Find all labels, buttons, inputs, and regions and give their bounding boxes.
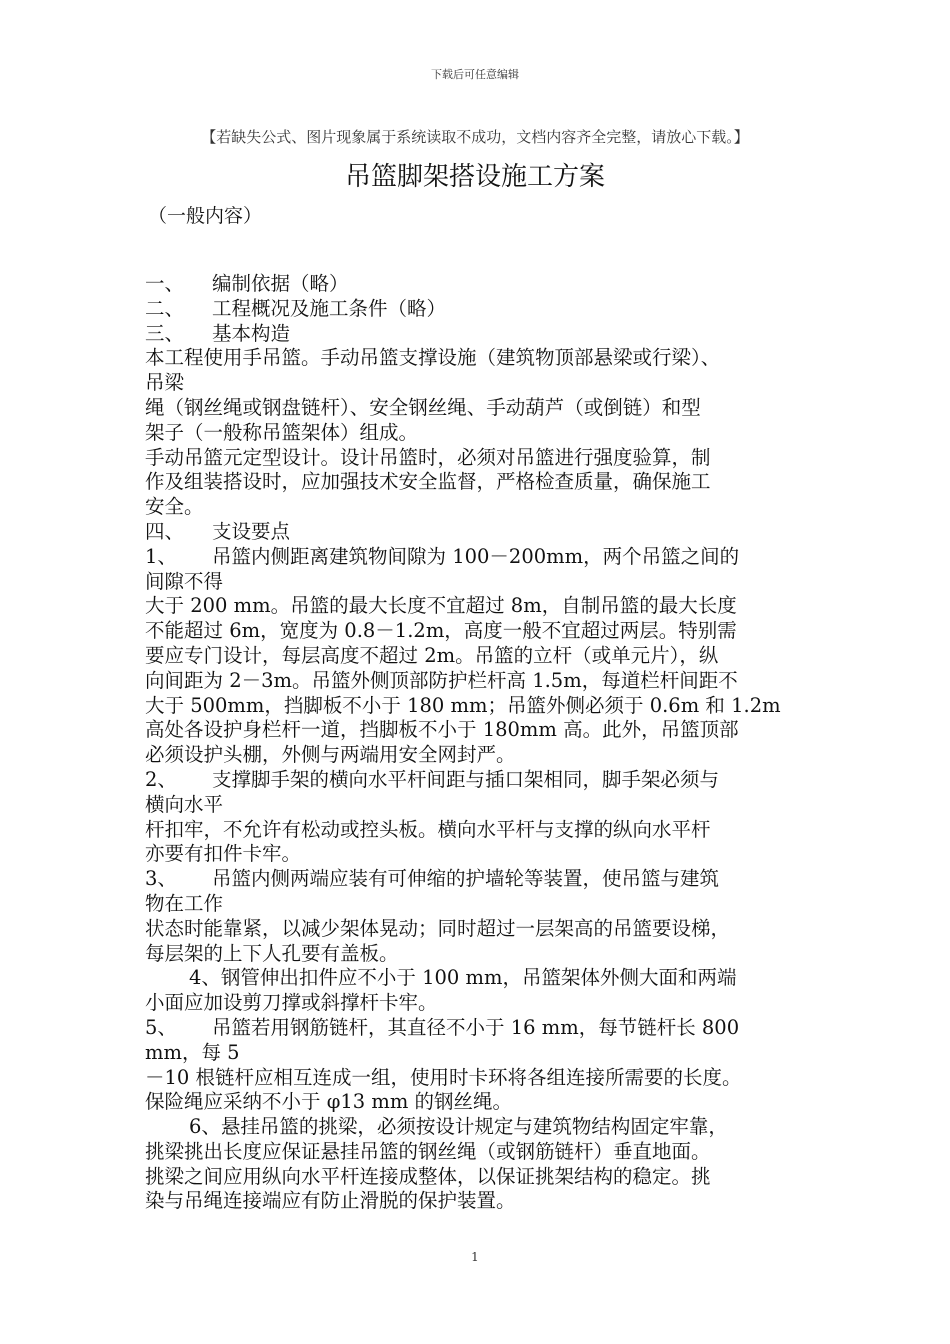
body-line (145, 694, 825, 719)
body-line (145, 619, 825, 644)
line-text: 染与吊绳连接端应有防止滑脱的保护装置。 (145, 1189, 516, 1213)
body-line (145, 421, 825, 446)
body-line (145, 1016, 825, 1041)
body-line (145, 718, 825, 743)
item-number: 四、 (145, 519, 185, 543)
item-number: 5、 (145, 1015, 177, 1039)
line-text: 作及组装搭设时，应加强技术安全监督，严格检查质量，确保施工 (145, 470, 711, 494)
body-line (145, 594, 825, 619)
line-text: 支撑脚手架的横向水平杆间距与插口架相同，脚手架必须与 (212, 767, 720, 791)
line-text: 4、钢管伸出扣件应不小于 100 mm，吊篮架体外侧大面和两端 (189, 966, 737, 990)
page-header: 下载后可任意编辑 (431, 68, 519, 81)
body-line (145, 917, 825, 942)
line-text: 架子（一般称吊篮架体）组成。 (145, 420, 419, 444)
body-line (145, 867, 825, 892)
line-text: 吊梁 (145, 371, 185, 395)
body-line (145, 942, 825, 967)
line-text: 大于 200 mm。吊篮的最大长度不宜超过 8m，自制吊篮的最大长度 (145, 594, 737, 618)
body-line (145, 1140, 825, 1165)
body-line (145, 1115, 825, 1140)
body-line (145, 470, 825, 495)
body-line (145, 1066, 825, 1091)
item-number: 2、 (145, 767, 177, 791)
item-number: 1、 (145, 544, 177, 568)
line-text: 物在工作 (145, 891, 224, 915)
body-line (145, 297, 825, 322)
body-line (145, 1041, 825, 1066)
document-subtitle: （一般内容） (148, 205, 263, 227)
line-text: 状态时能靠紧，以减少架体晃动；同时超过一层架高的吊篮要设梯， (145, 916, 731, 940)
line-text: 挑梁挑出长度应保证悬挂吊篮的钢丝绳（或钢筋链杆）垂直地面。 (145, 1139, 711, 1163)
line-text: 工程概况及施工条件（略） (212, 296, 447, 320)
line-text: 绳（钢丝绳或钢盘链杆）、安全钢丝绳、手动葫芦（或倒链）和型 (145, 395, 701, 419)
line-text: 保险绳应采纳不小于 φ13 mm 的钢丝绳。 (145, 1090, 513, 1114)
body-line (145, 322, 825, 347)
body-line (145, 1189, 825, 1214)
body-line (145, 818, 825, 843)
body-line (145, 520, 825, 545)
body-line (145, 768, 825, 793)
body-line (145, 495, 825, 520)
body-line (145, 272, 825, 297)
item-number: 三、 (145, 321, 185, 345)
download-notice: 【若缺失公式、图片现象属于系统读取不成功，文档内容齐全完整，请放心下载。】 (201, 128, 749, 146)
body-line (145, 793, 825, 818)
line-text: 吊篮若用钢筋链杆，其直径不小于 16 mm，每节链杆长 800 (212, 1015, 740, 1039)
item-number: 二、 (145, 296, 185, 320)
line-text: 手动吊篮元定型设计。设计吊篮时，必须对吊篮进行强度验算，制 (145, 445, 711, 469)
line-text: 吊篮内侧距离建筑物间隙为 100－200mm，两个吊篮之间的 (212, 544, 740, 568)
body-line (145, 669, 825, 694)
body-line (145, 371, 825, 396)
line-text: 必须设护头棚，外侧与两端用安全网封严。 (145, 743, 516, 767)
line-text: 高处各设护身栏杆一道，挡脚板不小于 180mm 高。此外，吊篮顶部 (145, 718, 739, 742)
line-text: 小面应加设剪刀撑或斜撑杆卡牢。 (145, 991, 438, 1015)
line-text: 编制依据（略） (212, 272, 349, 295)
body-line (145, 545, 825, 570)
body-line (145, 570, 825, 595)
line-text: 不能超过 6m，宽度为 0.8－1.2m，高度一般不宜超过两层。特别需 (145, 619, 737, 643)
line-text: 基本构造 (212, 321, 291, 345)
body-line (145, 892, 825, 917)
document-title: 吊篮脚架搭设施工方案 (344, 162, 605, 192)
item-number: 一、 (145, 272, 185, 295)
line-text: 吊篮内侧两端应装有可伸缩的护墙轮等装置，使吊篮与建筑 (212, 867, 720, 891)
body-line (145, 1090, 825, 1115)
body-line (145, 966, 825, 991)
line-text: 挑梁之间应用纵向水平杆连接成整体，以保证挑架结构的稳定。挑 (145, 1164, 711, 1188)
body-line (145, 346, 825, 371)
line-text: 6、悬挂吊篮的挑梁，必须按设计规定与建筑物结构固定牢靠， (189, 1115, 728, 1139)
line-text: 向间距为 2－3m。吊篮外侧顶部防护栏杆高 1.5m，每道栏杆间距不 (145, 668, 738, 692)
body-line (145, 1165, 825, 1190)
body-line (145, 644, 825, 669)
line-text: 支设要点 (212, 519, 291, 543)
line-text: 每层架的上下人孔要有盖板。 (145, 941, 399, 965)
line-text: 大于 500mm，挡脚板不小于 180 mm；吊篮外侧必须于 0.6m 和 1.2m (145, 693, 781, 717)
line-text: －10 根链杆应相互连成一组，使用时卡环将各组连接所需要的长度。 (145, 1065, 742, 1089)
item-number: 3、 (145, 867, 177, 891)
line-text: 横向水平 (145, 792, 224, 816)
line-text: 间隙不得 (145, 569, 224, 593)
line-text: 本工程使用手吊篮。手动吊篮支撑设施（建筑物顶部悬梁或行梁）、 (145, 346, 721, 370)
document-body (145, 272, 825, 1214)
body-line (145, 446, 825, 471)
body-line (145, 842, 825, 867)
page-number: 1 (471, 1250, 479, 1264)
line-text: 要应专门设计，每层高度不超过 2m。吊篮的立杆（或单元片），纵 (145, 643, 719, 667)
body-line (145, 743, 825, 768)
line-text: mm，每 5 (145, 1040, 240, 1064)
body-line (145, 991, 825, 1016)
line-text: 亦要有扣件卡牢。 (145, 842, 302, 866)
line-text: 杆扣牢，不允许有松动或控头板。横向水平杆与支撑的纵向水平杆 (145, 817, 711, 841)
body-line (145, 396, 825, 421)
line-text: 安全。 (145, 495, 204, 519)
